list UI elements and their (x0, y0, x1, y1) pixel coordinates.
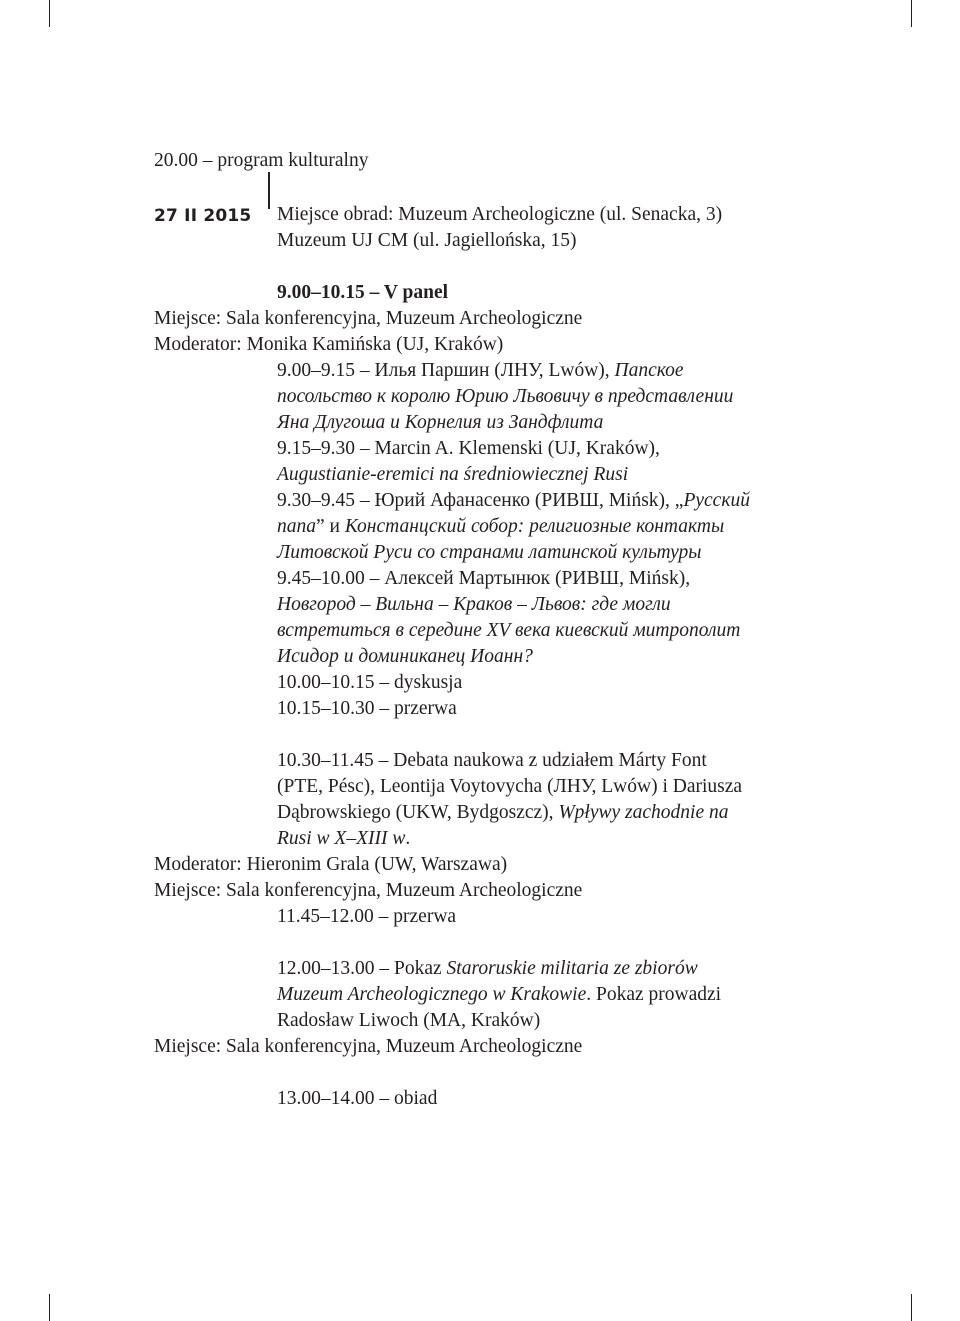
talk-3-title-a: Русский (683, 490, 750, 511)
debate-line-1: 10.30–11.45 – Debata naukowa z udziałem Márty Font (277, 750, 707, 771)
talk-3-time: 9.30–9.45 (277, 490, 355, 511)
talk-1-speaker: – Илья Паршин (ЛНУ, Lwów), (359, 360, 615, 381)
debate-moderator: Moderator: Hieronim Grala (UW, Warszawa) (154, 854, 508, 875)
talk-3-speaker: – Юрий Афанасенко (РИВШ, Mińsk), „ (359, 490, 684, 511)
debate-line-4-plain: . (405, 828, 411, 849)
talk-4-title-b: встретиться в середине XV века киевский митрополит (277, 620, 741, 641)
show-line-2-plain: . Pokaz prowadzi (586, 984, 722, 1005)
crop-mark-top-right (911, 0, 912, 27)
debate-place: Miejsce: Sala konferencyjna, Muzeum Archeologiczne (154, 880, 583, 901)
lunch: 13.00–14.00 – obiad (277, 1088, 438, 1109)
talk-3-title-b3: Констанцский собор: религиозные контакты (344, 516, 725, 537)
talk-3-line-3 (277, 540, 702, 566)
talk-1-title-c: Яна Длугоша и Корнелия из Зандфлита (277, 412, 604, 433)
crop-mark-top-left (49, 0, 50, 27)
show-line-1-plain: 12.00–13.00 – Pokaz (277, 958, 447, 979)
talk-1-line-2 (277, 384, 733, 410)
show-line-2 (277, 982, 721, 1008)
debate-line-3 (277, 800, 728, 826)
day-date: 27 II 2015 (154, 206, 252, 226)
talk-2-time: 9.15–9.30 (277, 438, 355, 459)
talk-4-line-1 (277, 566, 690, 592)
panel-moderator: Moderator: Monika Kamińska (UJ, Kraków) (154, 334, 504, 355)
talk-4-time: 9.45–10.00 (277, 568, 365, 589)
panel-place: Miejsce: Sala konferencyjna, Muzeum Archeologiczne (154, 308, 583, 329)
show-line-1 (277, 956, 698, 982)
talk-3-line-2 (277, 514, 724, 540)
talk-4-speaker: – Алексей Мартынюк (РИВШ, Mińsk), (369, 568, 691, 589)
debate-break: 11.45–12.00 – przerwa (277, 906, 457, 927)
talk-1-line-1 (277, 358, 684, 384)
venue-line-2: Muzeum UJ CM (ul. Jagiellońska, 15) (277, 230, 577, 251)
talk-4-line-4 (277, 644, 533, 670)
venue-line-1: Miejsce obrad: Muzeum Archeologiczne (ul. Senacka, 3) (277, 204, 723, 225)
panel-break: 10.15–10.30 – przerwa (277, 698, 457, 719)
talk-2-title-a: Augustianie-eremici na średniowiecznej Rusi (277, 464, 629, 485)
talk-2-speaker: – Marcin A. Klemenski (UJ, Kraków), (359, 438, 660, 459)
show-line-3: Radosław Liwoch (MA, Kraków) (277, 1010, 541, 1031)
talk-1-time: 9.00–9.15 (277, 360, 355, 381)
evening-program: 20.00 – program kulturalny (154, 150, 369, 171)
talk-3-title-c: Литовской Руси со странами латинской культуры (277, 542, 702, 563)
show-line-2-italic: Muzeum Archeologicznego w Krakowie (277, 984, 587, 1005)
show-line-1-italic: Staroruskie militaria ze zbiorów (446, 958, 698, 979)
talk-1-title-a: Папское (614, 360, 684, 381)
talk-3-title-b2: ” и (316, 516, 345, 537)
debate-line-3-italic: Wpływy zachodnie na (558, 802, 729, 823)
talk-1-title-b: посольство к королю Юрию Львовичу в представлении (277, 386, 734, 407)
panel-title (277, 280, 448, 306)
talk-4-title-c: Исидор и доминиканец Иоанн? (277, 646, 533, 667)
talk-2-line-1 (277, 436, 660, 462)
debate-line-3-plain: Dąbrowskiego (UKW, Bydgoszcz), (277, 802, 559, 823)
panel-discussion: 10.00–10.15 – dyskusja (277, 672, 463, 693)
crop-mark-bottom-right (911, 1294, 912, 1321)
talk-4-line-3 (277, 618, 740, 644)
talk-3-line-1 (277, 488, 750, 514)
crop-mark-bottom-left (49, 1294, 50, 1321)
show-place: Miejsce: Sala konferencyjna, Muzeum Archeologiczne (154, 1036, 583, 1057)
panel-title-text: 9.00–10.15 – V panel (277, 282, 449, 303)
talk-4-line-2 (277, 592, 671, 618)
talk-2-line-2 (277, 462, 628, 488)
talk-3-title-b1: папа (277, 516, 316, 537)
debate-line-4 (277, 826, 410, 852)
talk-4-title-a: Новгород – Вильна – Краков – Львов: где могли (277, 594, 671, 615)
debate-line-4-italic: Rusi w X–XIII w (277, 828, 406, 849)
talk-1-line-3 (277, 410, 603, 436)
debate-line-2: (PTE, Pésc), Leontija Voytovycha (ЛНУ, Lwów) i Dariusza (277, 776, 743, 797)
date-divider (268, 172, 270, 209)
